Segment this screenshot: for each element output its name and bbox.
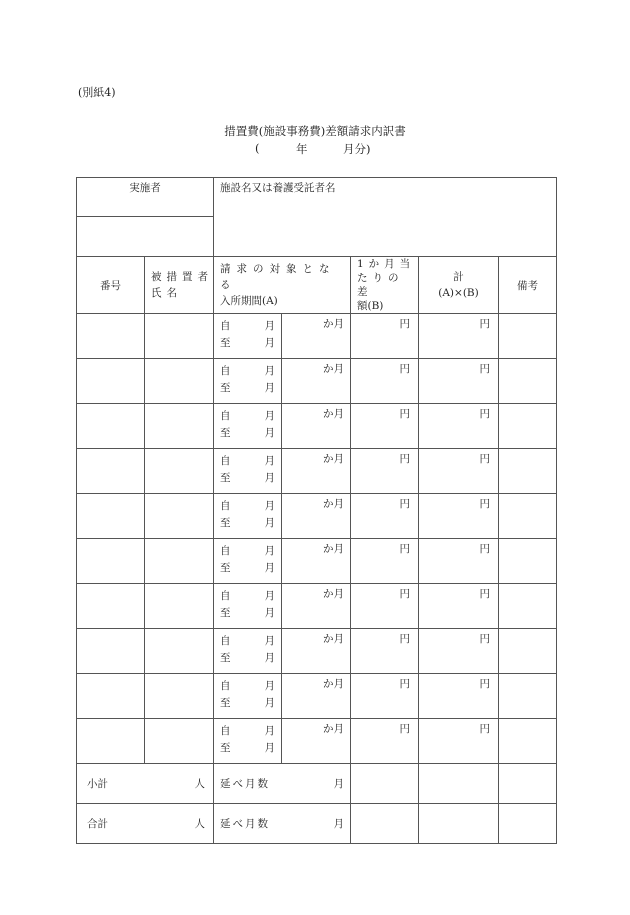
subtotal-month-unit: 月 bbox=[333, 778, 344, 790]
table-row bbox=[77, 674, 557, 719]
yen-unit: 円 bbox=[399, 363, 410, 375]
from-label: 自 bbox=[220, 410, 231, 422]
row-diff-cell[interactable] bbox=[351, 584, 419, 629]
table-row bbox=[77, 359, 557, 404]
to-month-unit: 月 bbox=[264, 562, 275, 574]
row-person-cell[interactable] bbox=[145, 404, 214, 449]
to-month-unit: 月 bbox=[264, 337, 275, 349]
header-remarks: 備考 bbox=[499, 257, 557, 314]
total-total-cell[interactable] bbox=[419, 804, 499, 844]
row-months-cell[interactable] bbox=[282, 584, 351, 629]
from-label: 自 bbox=[220, 320, 231, 332]
row-diff-cell[interactable] bbox=[351, 539, 419, 584]
row-remarks-cell[interactable] bbox=[499, 674, 557, 719]
row-diff-cell[interactable] bbox=[351, 359, 419, 404]
row-remarks-cell[interactable] bbox=[499, 719, 557, 764]
to-label: 至 bbox=[220, 562, 231, 574]
row-period-cell[interactable] bbox=[214, 539, 282, 584]
from-month-unit: 月 bbox=[264, 500, 275, 512]
months-unit: か月 bbox=[323, 318, 344, 330]
row-number-cell[interactable] bbox=[77, 629, 145, 674]
to-label: 至 bbox=[220, 382, 231, 394]
row-months-cell[interactable] bbox=[282, 629, 351, 674]
row-months-cell[interactable] bbox=[282, 674, 351, 719]
row-total-cell[interactable] bbox=[419, 674, 499, 719]
header-total-2: (A)×(B) bbox=[438, 287, 479, 299]
row-number-cell[interactable] bbox=[77, 539, 145, 584]
total-persons: 人 bbox=[194, 818, 205, 830]
row-months-cell[interactable] bbox=[282, 494, 351, 539]
yen-unit: 円 bbox=[479, 498, 490, 510]
subtotal-total-cell[interactable] bbox=[419, 764, 499, 804]
to-label: 至 bbox=[220, 697, 231, 709]
row-period-cell[interactable] bbox=[214, 719, 282, 764]
yen-unit: 円 bbox=[479, 408, 490, 420]
row-diff-cell[interactable] bbox=[351, 314, 419, 359]
row-remarks-cell[interactable] bbox=[499, 584, 557, 629]
period-year: 年 bbox=[296, 142, 308, 156]
implementer-label-cell bbox=[77, 178, 214, 217]
yen-unit: 円 bbox=[399, 678, 410, 690]
from-label: 自 bbox=[220, 365, 231, 377]
table-row bbox=[77, 314, 557, 359]
to-month-unit: 月 bbox=[264, 382, 275, 394]
row-months-cell[interactable] bbox=[282, 449, 351, 494]
header-period-1: 請求の対象となる bbox=[220, 263, 336, 291]
from-month-unit: 月 bbox=[264, 455, 275, 467]
subtotal-months-label: 延べ月数 bbox=[220, 778, 270, 790]
row-remarks-cell[interactable] bbox=[499, 449, 557, 494]
row-number-cell[interactable] bbox=[77, 314, 145, 359]
header-number: 番号 bbox=[77, 257, 145, 314]
yen-unit: 円 bbox=[479, 678, 490, 690]
months-unit: か月 bbox=[323, 678, 344, 690]
yen-unit: 円 bbox=[399, 633, 410, 645]
row-remarks-cell[interactable] bbox=[499, 359, 557, 404]
row-person-cell[interactable] bbox=[145, 719, 214, 764]
from-label: 自 bbox=[220, 635, 231, 647]
from-month-unit: 月 bbox=[264, 635, 275, 647]
from-month-unit: 月 bbox=[264, 320, 275, 332]
yen-unit: 円 bbox=[479, 543, 490, 555]
row-total-cell[interactable] bbox=[419, 539, 499, 584]
header-period-2: 入所期間(A) bbox=[220, 295, 278, 307]
months-unit: か月 bbox=[323, 498, 344, 510]
row-person-cell[interactable] bbox=[145, 539, 214, 584]
yen-unit: 円 bbox=[399, 498, 410, 510]
to-label: 至 bbox=[220, 427, 231, 439]
table-row bbox=[77, 404, 557, 449]
row-months-cell[interactable] bbox=[282, 359, 351, 404]
annex-label: (別紙4) bbox=[78, 86, 116, 99]
facility-name-cell[interactable] bbox=[214, 178, 557, 257]
row-diff-cell[interactable] bbox=[351, 674, 419, 719]
total-remarks-cell[interactable] bbox=[499, 804, 557, 844]
row-number-cell[interactable] bbox=[77, 404, 145, 449]
row-person-cell[interactable] bbox=[145, 674, 214, 719]
row-total-cell[interactable] bbox=[419, 359, 499, 404]
to-label: 至 bbox=[220, 652, 231, 664]
row-person-cell[interactable] bbox=[145, 584, 214, 629]
row-total-cell[interactable] bbox=[419, 584, 499, 629]
yen-unit: 円 bbox=[479, 723, 490, 735]
yen-unit: 円 bbox=[479, 453, 490, 465]
period-open: ( bbox=[255, 141, 260, 155]
from-month-unit: 月 bbox=[264, 590, 275, 602]
subtotal-persons: 人 bbox=[194, 778, 205, 790]
subtotal-diff-cell[interactable] bbox=[351, 764, 419, 804]
to-label: 至 bbox=[220, 517, 231, 529]
row-months-cell[interactable] bbox=[282, 539, 351, 584]
yen-unit: 円 bbox=[399, 453, 410, 465]
row-period-cell[interactable] bbox=[214, 494, 282, 539]
header-row bbox=[77, 257, 557, 314]
row-total-cell[interactable] bbox=[419, 449, 499, 494]
total-diff-cell[interactable] bbox=[351, 804, 419, 844]
row-period-cell[interactable] bbox=[214, 314, 282, 359]
to-label: 至 bbox=[220, 742, 231, 754]
yen-unit: 円 bbox=[399, 543, 410, 555]
row-number-cell[interactable] bbox=[77, 584, 145, 629]
to-label: 至 bbox=[220, 337, 231, 349]
table-row bbox=[77, 449, 557, 494]
from-label: 自 bbox=[220, 590, 231, 602]
yen-unit: 円 bbox=[479, 588, 490, 600]
grand-total-row bbox=[77, 804, 557, 844]
row-number-cell[interactable] bbox=[77, 674, 145, 719]
row-person-cell[interactable] bbox=[145, 629, 214, 674]
implementer-label: 実施者 bbox=[129, 182, 161, 194]
header-diff-2: たりの差 bbox=[357, 272, 404, 298]
months-unit: か月 bbox=[323, 588, 344, 600]
yen-unit: 円 bbox=[399, 723, 410, 735]
subtotal-row bbox=[77, 764, 557, 804]
row-total-cell[interactable] bbox=[419, 314, 499, 359]
total-label: 合計 bbox=[87, 818, 108, 830]
from-month-unit: 月 bbox=[264, 410, 275, 422]
months-unit: か月 bbox=[323, 363, 344, 375]
from-label: 自 bbox=[220, 455, 231, 467]
period-month: 月分) bbox=[343, 142, 371, 156]
row-period-cell[interactable] bbox=[214, 359, 282, 404]
table-row bbox=[77, 719, 557, 764]
row-person-cell[interactable] bbox=[145, 359, 214, 404]
months-unit: か月 bbox=[323, 543, 344, 555]
row-diff-cell[interactable] bbox=[351, 404, 419, 449]
row-months-cell[interactable] bbox=[282, 404, 351, 449]
total-months-label: 延べ月数 bbox=[220, 818, 270, 830]
to-month-unit: 月 bbox=[264, 427, 275, 439]
row-total-cell[interactable] bbox=[419, 494, 499, 539]
row-person-cell[interactable] bbox=[145, 494, 214, 539]
to-month-unit: 月 bbox=[264, 607, 275, 619]
yen-unit: 円 bbox=[479, 318, 490, 330]
table-row bbox=[77, 629, 557, 674]
from-month-unit: 月 bbox=[264, 680, 275, 692]
to-month-unit: 月 bbox=[264, 472, 275, 484]
row-diff-cell[interactable] bbox=[351, 719, 419, 764]
row-diff-cell[interactable] bbox=[351, 449, 419, 494]
yen-unit: 円 bbox=[399, 318, 410, 330]
row-remarks-cell[interactable] bbox=[499, 629, 557, 674]
document-title: 措置費(施設事務費)差額請求内訳書 bbox=[224, 124, 406, 138]
row-diff-cell[interactable] bbox=[351, 494, 419, 539]
row-remarks-cell[interactable] bbox=[499, 539, 557, 584]
yen-unit: 円 bbox=[399, 588, 410, 600]
row-total-cell[interactable] bbox=[419, 404, 499, 449]
row-remarks-cell[interactable] bbox=[499, 404, 557, 449]
months-unit: か月 bbox=[323, 453, 344, 465]
subtotal-remarks-cell[interactable] bbox=[499, 764, 557, 804]
header-total-1: 計 bbox=[453, 271, 464, 283]
row-remarks-cell[interactable] bbox=[499, 314, 557, 359]
from-label: 自 bbox=[220, 725, 231, 737]
months-unit: か月 bbox=[323, 408, 344, 420]
to-label: 至 bbox=[220, 472, 231, 484]
row-period-cell[interactable] bbox=[214, 404, 282, 449]
header-diff-1: 1か月当 bbox=[357, 258, 416, 270]
row-period-cell[interactable] bbox=[214, 584, 282, 629]
header-person-2: 氏名 bbox=[151, 287, 182, 299]
breakdown-table bbox=[76, 177, 557, 844]
from-month-unit: 月 bbox=[264, 365, 275, 377]
total-month-unit: 月 bbox=[333, 818, 344, 830]
row-period-cell[interactable] bbox=[214, 449, 282, 494]
header-person-1: 被措置者 bbox=[151, 271, 213, 283]
table-row bbox=[77, 584, 557, 629]
row-period-cell[interactable] bbox=[214, 674, 282, 719]
to-month-unit: 月 bbox=[264, 697, 275, 709]
months-unit: か月 bbox=[323, 633, 344, 645]
row-total-cell[interactable] bbox=[419, 629, 499, 674]
row-number-cell[interactable] bbox=[77, 494, 145, 539]
row-total-cell[interactable] bbox=[419, 719, 499, 764]
header-diff-3: 額(B) bbox=[357, 300, 384, 312]
row-diff-cell[interactable] bbox=[351, 629, 419, 674]
from-month-unit: 月 bbox=[264, 545, 275, 557]
row-period-cell[interactable] bbox=[214, 629, 282, 674]
table-row bbox=[77, 494, 557, 539]
yen-unit: 円 bbox=[479, 633, 490, 645]
row-remarks-cell[interactable] bbox=[499, 494, 557, 539]
subtotal-label: 小計 bbox=[87, 778, 108, 790]
months-unit: か月 bbox=[323, 723, 344, 735]
implementer-value-cell[interactable] bbox=[77, 217, 214, 257]
from-label: 自 bbox=[220, 500, 231, 512]
row-number-cell[interactable] bbox=[77, 719, 145, 764]
facility-name-label: 施設名又は養護受託者名 bbox=[220, 182, 336, 194]
from-month-unit: 月 bbox=[264, 725, 275, 737]
table-row bbox=[77, 539, 557, 584]
yen-unit: 円 bbox=[399, 408, 410, 420]
to-month-unit: 月 bbox=[264, 652, 275, 664]
row-months-cell[interactable] bbox=[282, 719, 351, 764]
to-month-unit: 月 bbox=[264, 742, 275, 754]
row-number-cell[interactable] bbox=[77, 359, 145, 404]
from-label: 自 bbox=[220, 545, 231, 557]
row-person-cell[interactable] bbox=[145, 314, 214, 359]
row-months-cell[interactable] bbox=[282, 314, 351, 359]
row-number-cell[interactable] bbox=[77, 449, 145, 494]
from-label: 自 bbox=[220, 680, 231, 692]
to-label: 至 bbox=[220, 607, 231, 619]
row-person-cell[interactable] bbox=[145, 449, 214, 494]
yen-unit: 円 bbox=[479, 363, 490, 375]
to-month-unit: 月 bbox=[264, 517, 275, 529]
